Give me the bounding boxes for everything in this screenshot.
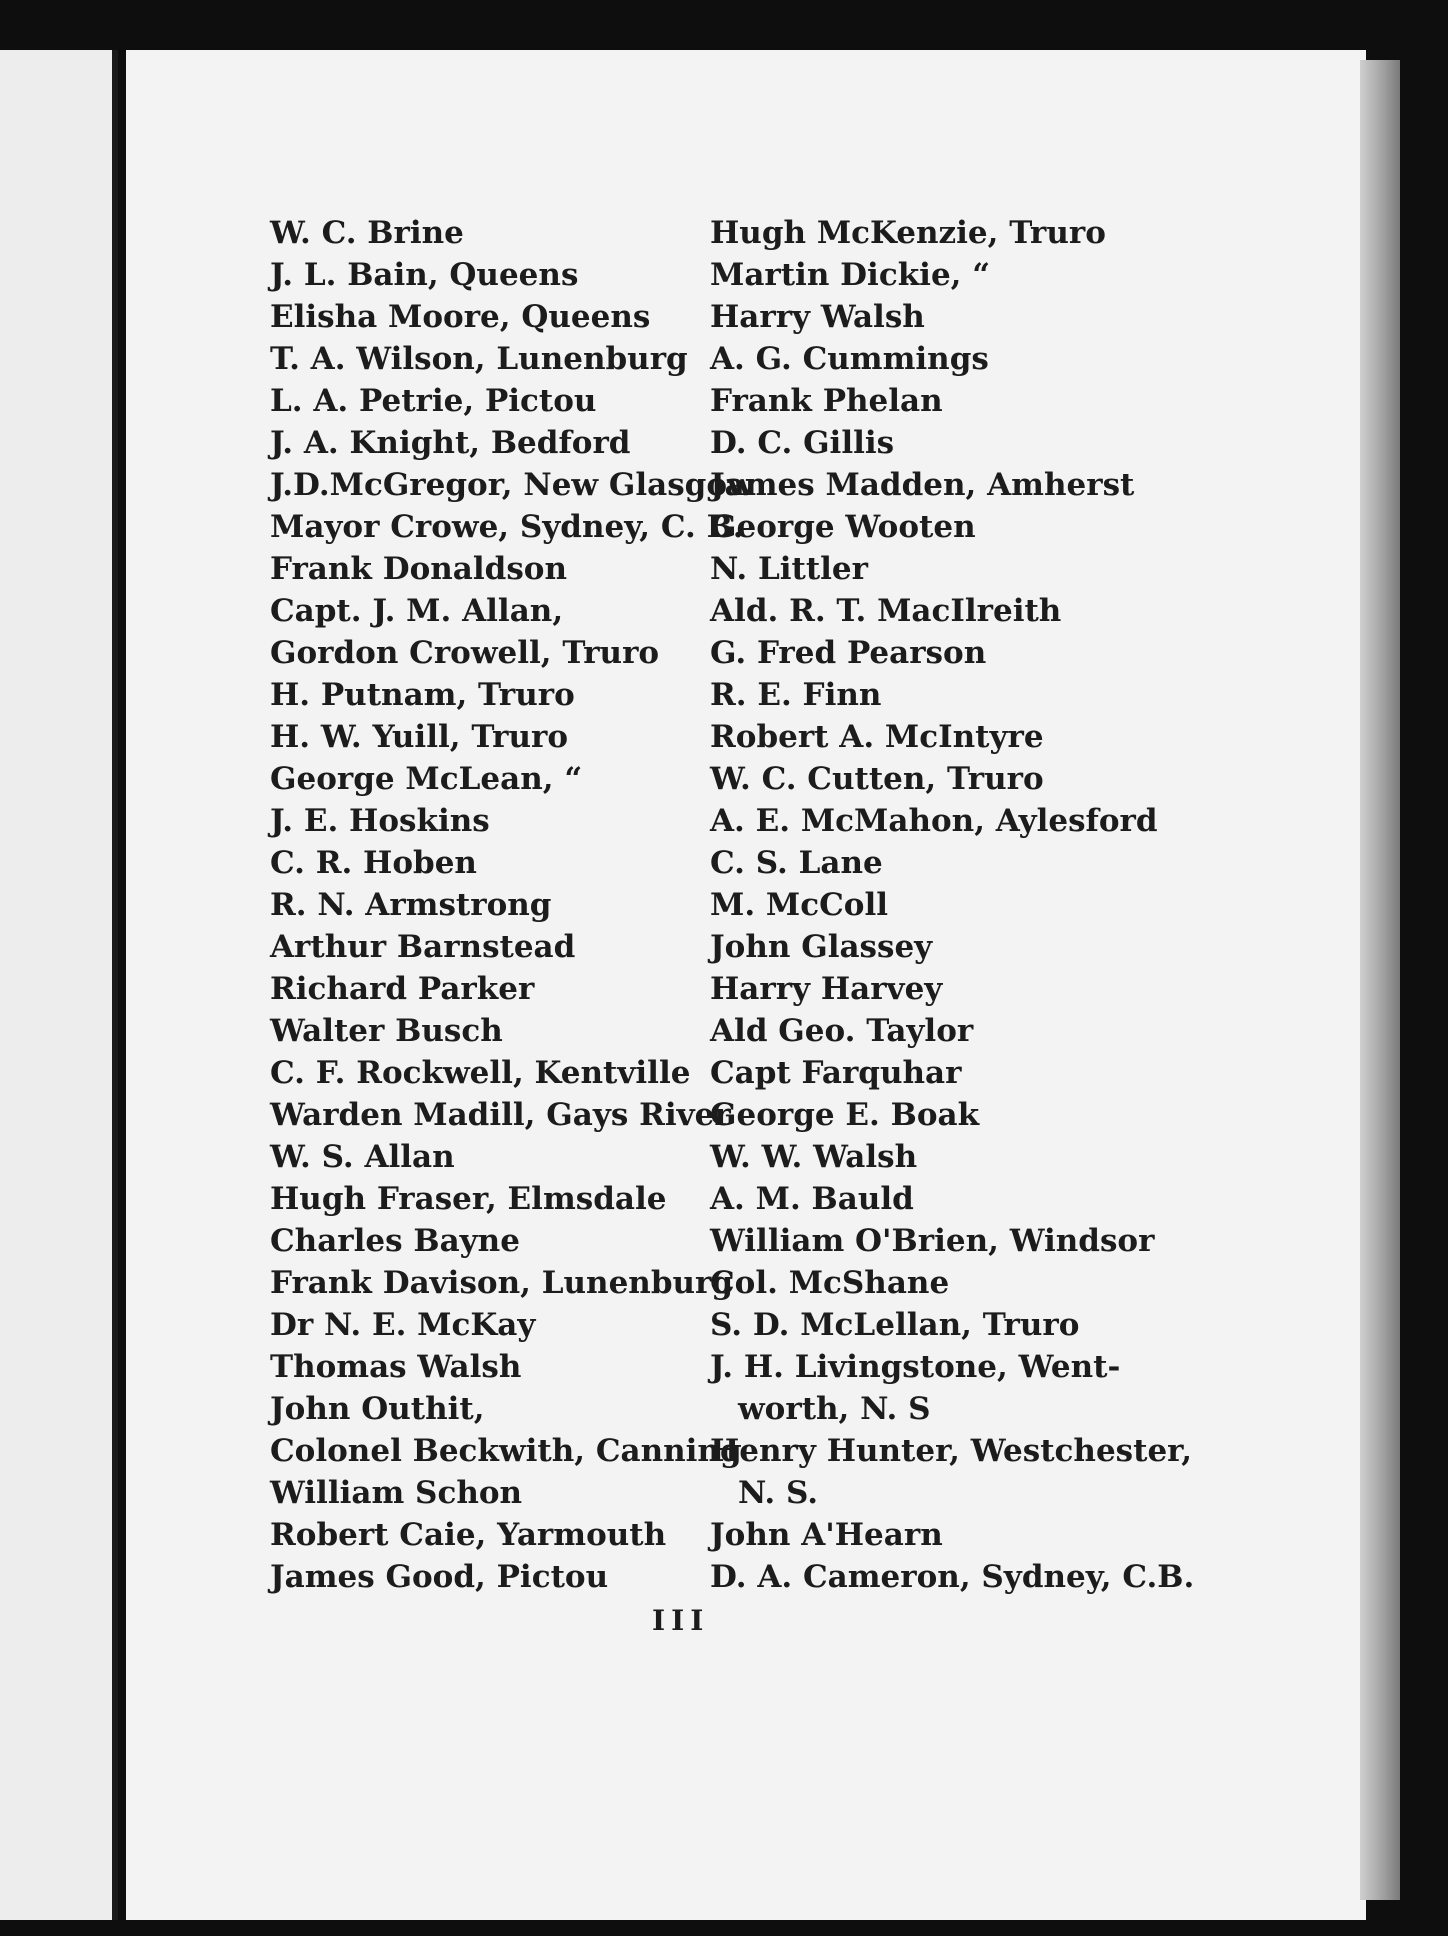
name-entry: George E. Boak: [710, 1097, 980, 1133]
name-entry: W. W. Walsh: [710, 1139, 918, 1175]
name-entry: Mayor Crowe, Sydney, C. B.: [270, 509, 744, 545]
name-entry: D. C. Gillis: [710, 425, 895, 461]
name-entry: Hugh McKenzie, Truro: [710, 215, 1106, 251]
page-number: III: [652, 1604, 710, 1637]
name-entry: D. A. Cameron, Sydney, C.B.: [710, 1559, 1195, 1595]
name-entry: M. McColl: [710, 887, 888, 923]
name-entry: William Schon: [270, 1475, 523, 1511]
name-entry: J. E. Hoskins: [270, 803, 490, 839]
name-entry: Charles Bayne: [270, 1223, 520, 1259]
name-entry: R. E. Finn: [710, 677, 882, 713]
name-entry: Hugh Fraser, Elmsdale: [270, 1181, 667, 1217]
name-entry: Arthur Barnstead: [270, 929, 576, 965]
name-entry: H. Putnam, Truro: [270, 677, 575, 713]
name-entry: Ald Geo. Taylor: [710, 1013, 974, 1049]
name-entry: Frank Davison, Lunenburg: [270, 1265, 734, 1301]
name-entry: N. Littler: [710, 551, 868, 587]
name-entry: worth, N. S: [738, 1391, 931, 1427]
name-entry: S. D. McLellan, Truro: [710, 1307, 1080, 1343]
name-entry: Elisha Moore, Queens: [270, 299, 651, 335]
name-entry: John Outhit,: [270, 1391, 485, 1427]
name-entry: L. A. Petrie, Pictou: [270, 383, 597, 419]
right-name-column: [710, 212, 1194, 1598]
name-entry: Henry Hunter, Westchester,: [710, 1433, 1193, 1469]
name-entry: R. N. Armstrong: [270, 887, 552, 923]
name-entry: Martin Dickie, “: [710, 257, 991, 293]
name-entry: Frank Phelan: [710, 383, 943, 419]
name-entry: Col. McShane: [710, 1265, 950, 1301]
name-entry: Robert A. McIntyre: [710, 719, 1044, 755]
name-entry: T. A. Wilson, Lunenburg: [270, 341, 688, 377]
name-entry: J. A. Knight, Bedford: [270, 425, 631, 461]
name-entry: Colonel Beckwith, Canning: [270, 1433, 742, 1469]
name-entry: C. F. Rockwell, Kentville: [270, 1055, 691, 1091]
name-entry: W. S. Allan: [270, 1139, 455, 1175]
name-entry: Capt Farquhar: [710, 1055, 962, 1091]
name-entry: John A'Hearn: [710, 1517, 943, 1553]
name-entry: Robert Caie, Yarmouth: [270, 1517, 667, 1553]
name-entry: Dr N. E. McKay: [270, 1307, 536, 1343]
name-entry: N. S.: [738, 1475, 819, 1511]
name-entry: A. G. Cummings: [710, 341, 989, 377]
name-entry: George Wooten: [710, 509, 976, 545]
name-entry: Gordon Crowell, Truro: [270, 635, 660, 671]
name-entry: J. L. Bain, Queens: [270, 257, 579, 293]
name-entry: John Glassey: [710, 929, 933, 965]
name-entry: Capt. J. M. Allan,: [270, 593, 564, 629]
name-entry: C. S. Lane: [710, 845, 883, 881]
name-entry: Harry Harvey: [710, 971, 943, 1007]
name-entry: J. H. Livingstone, Went-: [710, 1349, 1121, 1385]
page-edge: [1360, 60, 1400, 1900]
name-entry: W. C. Cutten, Truro: [710, 761, 1044, 797]
name-entry: William O'Brien, Windsor: [710, 1223, 1155, 1259]
name-entry: C. R. Hoben: [270, 845, 477, 881]
name-entry: James Good, Pictou: [270, 1559, 609, 1595]
name-entry: Thomas Walsh: [270, 1349, 522, 1385]
name-entry: A. M. Bauld: [710, 1181, 914, 1217]
name-entry: H. W. Yuill, Truro: [270, 719, 569, 755]
name-entry: J.D.McGregor, New Glasgow: [270, 467, 754, 503]
name-entry: James Madden, Amherst: [710, 467, 1135, 503]
left-name-column: [270, 212, 754, 1598]
name-entry: G. Fred Pearson: [710, 635, 987, 671]
name-entry: Warden Madill, Gays River: [270, 1097, 731, 1133]
name-entry: Walter Busch: [270, 1013, 503, 1049]
name-entry: W. C. Brine: [270, 215, 464, 251]
facing-page: [0, 50, 118, 1920]
name-entry: Harry Walsh: [710, 299, 925, 335]
name-entry: Ald. R. T. MacIlreith: [710, 593, 1062, 629]
name-entry: Richard Parker: [270, 971, 535, 1007]
name-entry: George McLean, “: [270, 761, 583, 797]
name-entry: Frank Donaldson: [270, 551, 567, 587]
name-entry: A. E. McMahon, Aylesford: [710, 803, 1158, 839]
